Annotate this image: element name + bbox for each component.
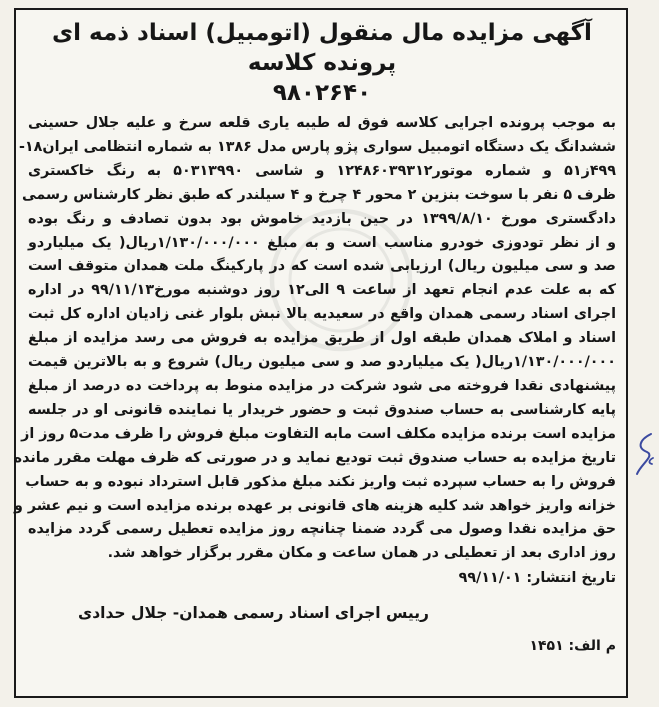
body-line: و از نظر تودوزی خودرو مناسب است و به مبلغ ۱/۱۳۰/۰۰۰/۰۰۰ریال( یک میلیاردو bbox=[28, 234, 616, 251]
signature-text: رییس اجرای اسناد رسمی همدان- جلال حدادی bbox=[78, 604, 429, 623]
body-line: صد و سی میلیون ریال) ارزیابی شده است که در پارکینگ ملت همدان متوقف است bbox=[28, 258, 616, 275]
body-line: دادگستری مورخ ۱۳۹۹/۸/۱۰ در حین بازدید خاموش بود بدون تصادف و رنگ بوده bbox=[28, 210, 616, 227]
title-case-number: ۹۸۰۲۶۴۰ bbox=[272, 80, 372, 106]
seal-watermark bbox=[266, 205, 416, 355]
body-line: ۱/۱۳۰/۰۰۰/۰۰۰ریال( یک میلیاردو صد و سی میلیون ریال) شروع و به بالاترین قیمت bbox=[28, 354, 616, 371]
body-line: اسناد و املاک همدان طبقه اول از طریق مزایده به فروش می رسد مزایده از مبلغ bbox=[28, 330, 616, 347]
body-line: روز اداری بعد از تعطیلی در همان ساعت و مکان مقرر برگزار خواهد شد. bbox=[107, 545, 616, 562]
reference-code: م الف: ۱۴۵۱ bbox=[529, 638, 616, 655]
body-line: مزایده است برنده مزایده مکلف است مابه التفاوت مبلغ فروش را ظرف مدت۵ روز از bbox=[21, 425, 616, 442]
body-line: تاریخ مزایده به حساب صندوق ثبت تودیع نماید و در صورتی که ظرف مهلت مقرر مانده bbox=[13, 449, 616, 466]
body-line: ظرف ۵ نفر با سوخت بنزین ۲ محور ۴ چرخ و ۴ سیلندر که طبق نظر کارشناس رسمی bbox=[21, 186, 616, 203]
body-line: پیشنهادی نقدا فروخته می شود شرکت در مزایده منوط به پرداخت ده درصد از مبلغ bbox=[28, 377, 616, 394]
body-line: که به علت عدم انجام تعهد از ساعت ۹ الی۱۲ روز دوشنبه مورخ۹۹/۱۱/۱۳ در اداره bbox=[28, 282, 616, 299]
body-line: ۴۹۹ز۵۱ و شماره موتور۱۲۴۸۶۰۳۹۳۱۲ و شاسی ۵۰۳۱۳۹۹۰ به رنگ خاکستری bbox=[28, 162, 616, 179]
auction-notice bbox=[14, 8, 628, 698]
body-line: خزانه واریز خواهد شد کلیه هزینه های قانونی بر عهده برنده مزایده است و نیم عشر و bbox=[13, 497, 616, 514]
signature-line bbox=[28, 600, 616, 626]
body-line: فروش را به حساب سپرده ثبت واریز نکند مبلغ مذکور قابل استرداد نبوده و به حساب bbox=[25, 473, 616, 490]
notice-title bbox=[28, 18, 616, 108]
body-line: حق مزایده نقدا وصول می گردد ضمنا چنانچه روز مزایده تعطیل رسمی گردد مزایده bbox=[28, 521, 616, 538]
handwritten-margin-mark bbox=[631, 430, 657, 478]
body-line: اجرای اسناد رسمی همدان واقع در سعیدیه بالا نبش بلوار غنی زادیان اداره کل ثبت bbox=[28, 306, 616, 323]
publish-date: تاریخ انتشار: ۹۹/۱۱/۰۱ bbox=[458, 570, 616, 587]
body-line: به موجب پرونده اجرایی کلاسه فوق له طیبه یاری قلعه سرخ و علیه جلال حسینی bbox=[28, 115, 616, 131]
body-line: ششدانگ یک دستگاه اتومبیل سواری پژو پارس مدل ۱۳۸۶ به شماره انتظامی ایران۱۸- bbox=[18, 138, 616, 155]
title-line-1: آگهی مزایده مال منقول (اتومبیل) اسناد ذمه ای پرونده کلاسه bbox=[52, 20, 592, 76]
body-line: پایه کارشناسی به حساب صندوق ثبت و حضور خریدار یا نماینده قانونی او در جلسه bbox=[28, 401, 616, 418]
